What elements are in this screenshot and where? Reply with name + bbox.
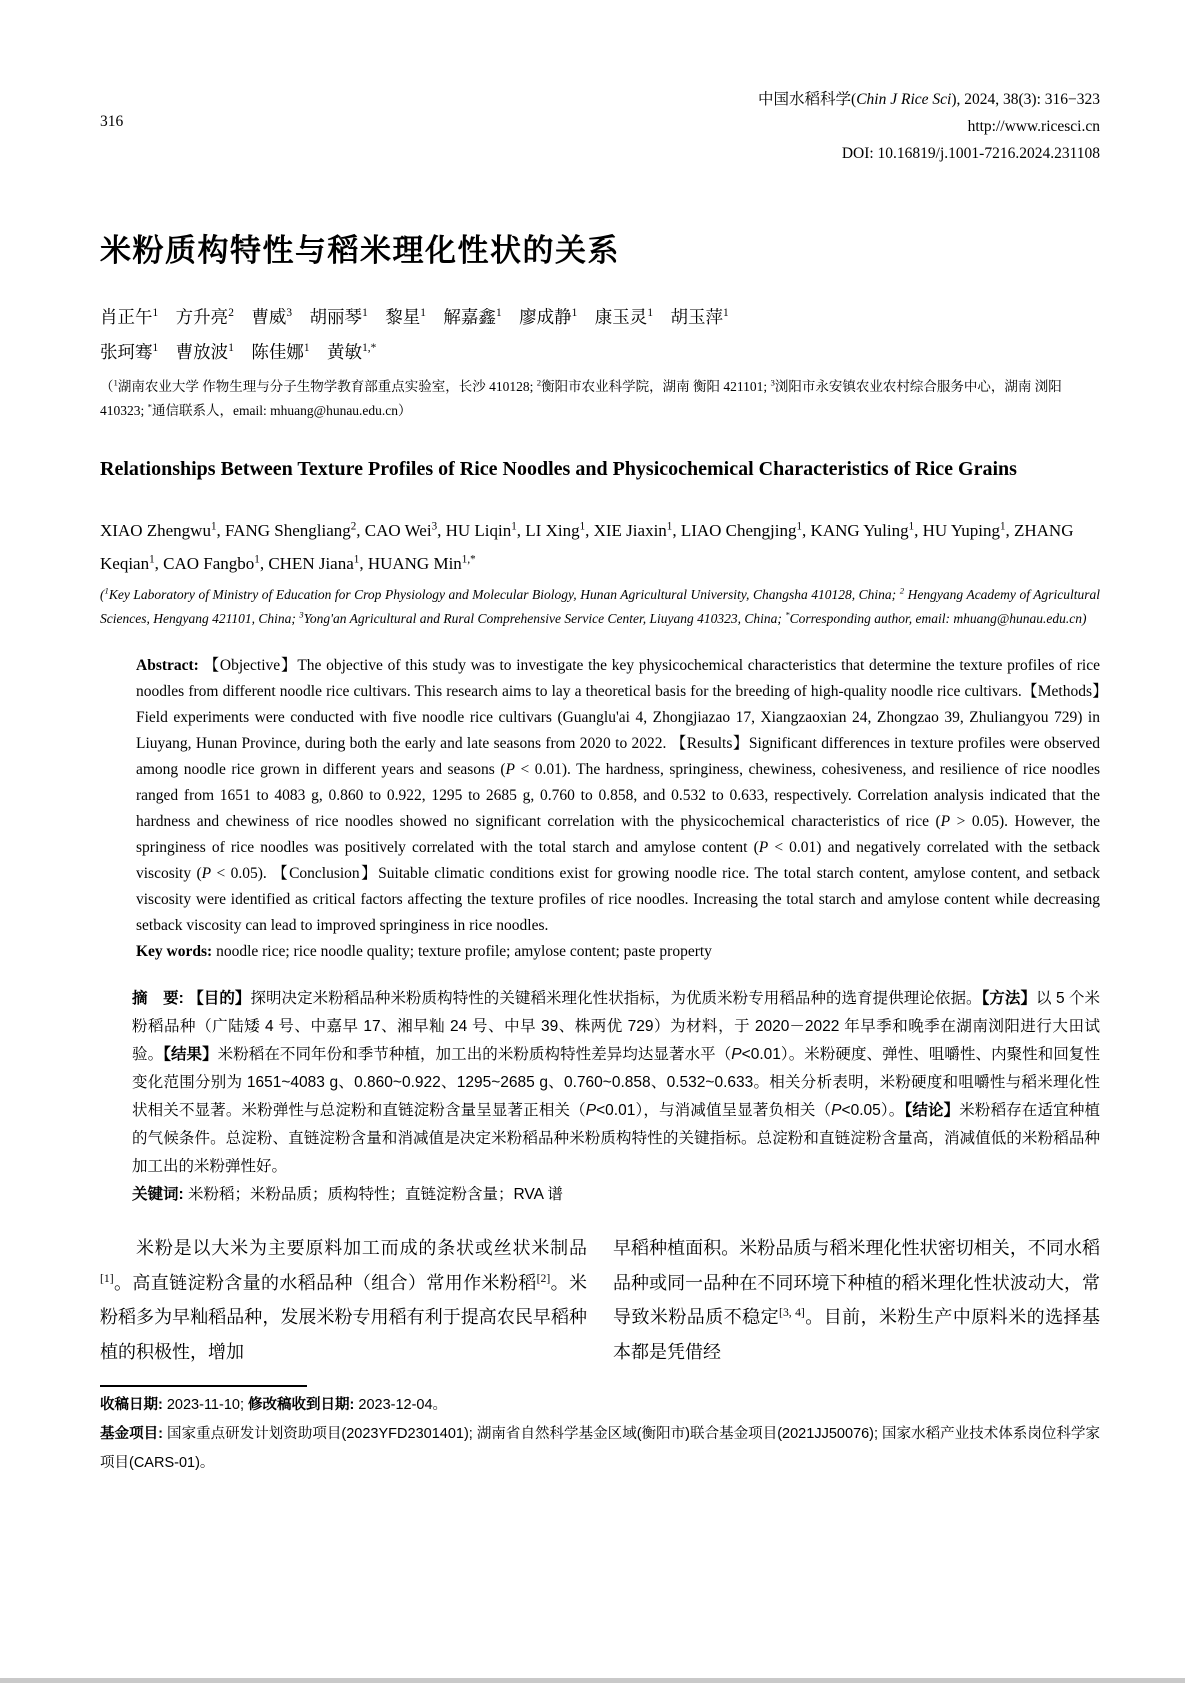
keywords-chinese: 关键词: 米粉稻；米粉品质；质构特性；直链淀粉含量；RVA 谱 xyxy=(132,1186,563,1203)
body-column-right xyxy=(613,1231,1100,1369)
footnote-received-date: 收稿日期: 2023-11-10; 修改稿收到日期: 2023-12-04。 xyxy=(100,1397,448,1413)
body-paragraph-right: 早稻种植面积。米粉品质与稻米理化性状密切相关，不同水稻品种或同一品种在不同环境下种植的稻米理化性状波动大，常导致米粉品质不稳定[3, 4]。目前，米粉生产中原料米的选择基本都是凭借经 xyxy=(613,1238,1100,1362)
authors-chinese xyxy=(100,300,1100,370)
keywords-english: Key words: noodle rice; rice noodle quality; texture profile; amylose content; paste property xyxy=(136,943,712,960)
abstract-english-text: Abstract: 【Objective】The objective of this study was to investigate the key physicochemical characteristics that determine the texture profiles of rice noodles from different noodle rice cultivars. This research aims to lay a theoretical basis for the breeding of high-quality noodle rice cultivars.【Methods】Field experiments were conducted with five noodle rice cultivars (Guanglu'ai 4, Zhongjiazao 17, Xiangzaoxian 24, Zhongzao 39, Zhuliangyou 729) in Liuyang, Hunan Province, during both the early and late seasons from 2020 to 2022. 【Results】Significant differences in texture profiles were observed among noodle rice grown in different years and seasons (P < 0.01). The hardness, springiness, chewiness, cohesiveness, and resilience of rice noodles ranged from 1651 to 4083 g, 0.860 to 0.922, 1295 to 2685 g, 0.760 to 0.858, and 0.532 to 0.633, respectively. Correlation analysis indicated that the hardness and chewiness of rice noodles showed no significant correlation with the physicochemical characteristics of rice (P > 0.05). However, the springiness of rice noodles was positively correlated with the total starch and amylose content (P < 0.01) and negatively correlated with the setback viscosity (P < 0.05). 【Conclusion】Suitable climatic conditions exist for growing noodle rice. The total starch content, amylose content, and setback viscosity were identified as critical factors affecting the texture profiles of rice noodles. Increasing the total starch and amylose content while decreasing setback viscosity can lead to improved springiness in rice noodles. xyxy=(136,657,1101,934)
abstract-english xyxy=(136,653,1100,939)
footnote xyxy=(100,1391,1100,1478)
title-english: Relationships Between Texture Profiles of Rice Noodles and Physicochemical Characteristics of Rice Grains xyxy=(100,458,1017,480)
body-columns xyxy=(100,1231,1100,1369)
title-chinese: 米粉质构特性与稻米理化性状的关系 xyxy=(100,233,620,268)
page-bottom-bar xyxy=(0,1678,1185,1683)
journal-info xyxy=(758,86,1100,167)
authors-chinese-line1: 肖正午$^1$ 方升亮$^2$ 曹威$^3$ 胡丽琴$^1$ 黎星$^1$ 解嘉鑫$^1$ 廖成静$^1$ 康玉灵$^1$ 胡玉萍$^1$ xyxy=(100,307,729,327)
abstract-chinese xyxy=(132,985,1100,1181)
body-column-left xyxy=(100,1231,587,1369)
footnote-separator xyxy=(100,1385,307,1387)
footnote-funding: 基金项目: 国家重点研发计划资助项目(2023YFD2301401); 湖南省自然科学基金区域(衡阳市)联合基金项目(2021JJ50076); 国家水稻产业技术体系岗位科学家项目(CARS-01)。 xyxy=(100,1426,1101,1471)
affiliation-english: ($^1$Key Laboratory of Ministry of Education for Crop Physiology and Molecular Biology, Hunan Agricultural University, Changsha 410128, China; $^2$ Hengyang Academy of Agricultural Sciences, Hengyang 421101, China; $^3$Yong'an Agricultural and Rural Comprehensive Service Center, Liuyang 410323, China; *Corresponding author, email: mhuang@hunau.edu.cn) xyxy=(100,585,1101,626)
journal-url: http://www.ricesci.cn xyxy=(967,118,1100,135)
authors-english: XIAO Zhengwu$^1$, FANG Shengliang$^2$, CAO Wei$^3$, HU Liqin$^1$, LI Xing$^1$, XIE Jiaxin$^1$, LIAO Chengjing$^1$, KANG Yuling$^1$, HU Yuping$^1$, ZHANG Keqian$^1$, CAO Fangbo$^1$, CHEN Jiana$^1$, HUANG Min$^{1,*}$ xyxy=(100,520,1074,573)
journal-citation: 中国水稻科学(Chin J Rice Sci), 2024, 38(3): 316−323 xyxy=(758,91,1100,108)
page-number: 316 xyxy=(100,113,124,130)
abstract-chinese-text: 摘 要: 【目的】探明决定米粉稻品种米粉质构特性的关键稻米理化性状指标，为优质米粉专用稻品种的选育提供理论依据。【方法】以 5 个米粉稻品种（广陆矮 4 号、中嘉早 17、湘早籼 24 号、中早 39、株两优 729）为材料，于 2020－2022 年早季和晚季在湖南浏阳进行大田试验。【结果】米粉稻在不同年份和季节种植，加工出的米粉质构特性差异均达显著水平（P<0.01）。米粉硬度、弹性、咀嚼性、内聚性和回复性变化范围分别为 1651~4083 g、0.860~0.922、1295~2685 g、0.760~0.858、0.532~0.633。相关分析表明，米粉硬度和咀嚼性与稻米理化性状相关不显著。米粉弹性与总淀粉和直链淀粉含量呈显著正相关（P<0.01），与消减值呈显著负相关（P<0.05）。【结论】米粉稻存在适宜种植的气候条件。总淀粉、直链淀粉含量和消减值是决定米粉稻品种米粉质构特性的关键指标。总淀粉和直链淀粉含量高，消减值低的米粉稻品种加工出的米粉弹性好。 xyxy=(132,990,1101,1175)
authors-chinese-line2: 张珂骞$^1$ 曹放波$^1$ 陈佳娜$^1$ 黄敏$^{1,*}$ xyxy=(100,342,377,362)
body-paragraph-left: 米粉是以大米为主要原料加工而成的条状或丝状米制品[1]。高直链淀粉含量的水稻品种（组合）常用作米粉稻[2]。米粉稻多为早籼稻品种，发展米粉专用稻有利于提高农民早稻种植的积极性，增加 xyxy=(100,1238,587,1362)
page-header xyxy=(100,86,1100,167)
affiliation-chinese: （$^1$湖南农业大学 作物生理与分子生物学教育部重点实验室，长沙 410128; $^2$衡阳市农业科学院，湖南 衡阳 421101; $^3$浏阳市永安镇农业农村综合服务中心，湖南 浏阳 410323; *通信联系人，email: mhuang@hunau.edu.cn） xyxy=(100,377,1062,418)
journal-doi: DOI: 10.16819/j.1001-7216.2024.231108 xyxy=(841,145,1100,162)
